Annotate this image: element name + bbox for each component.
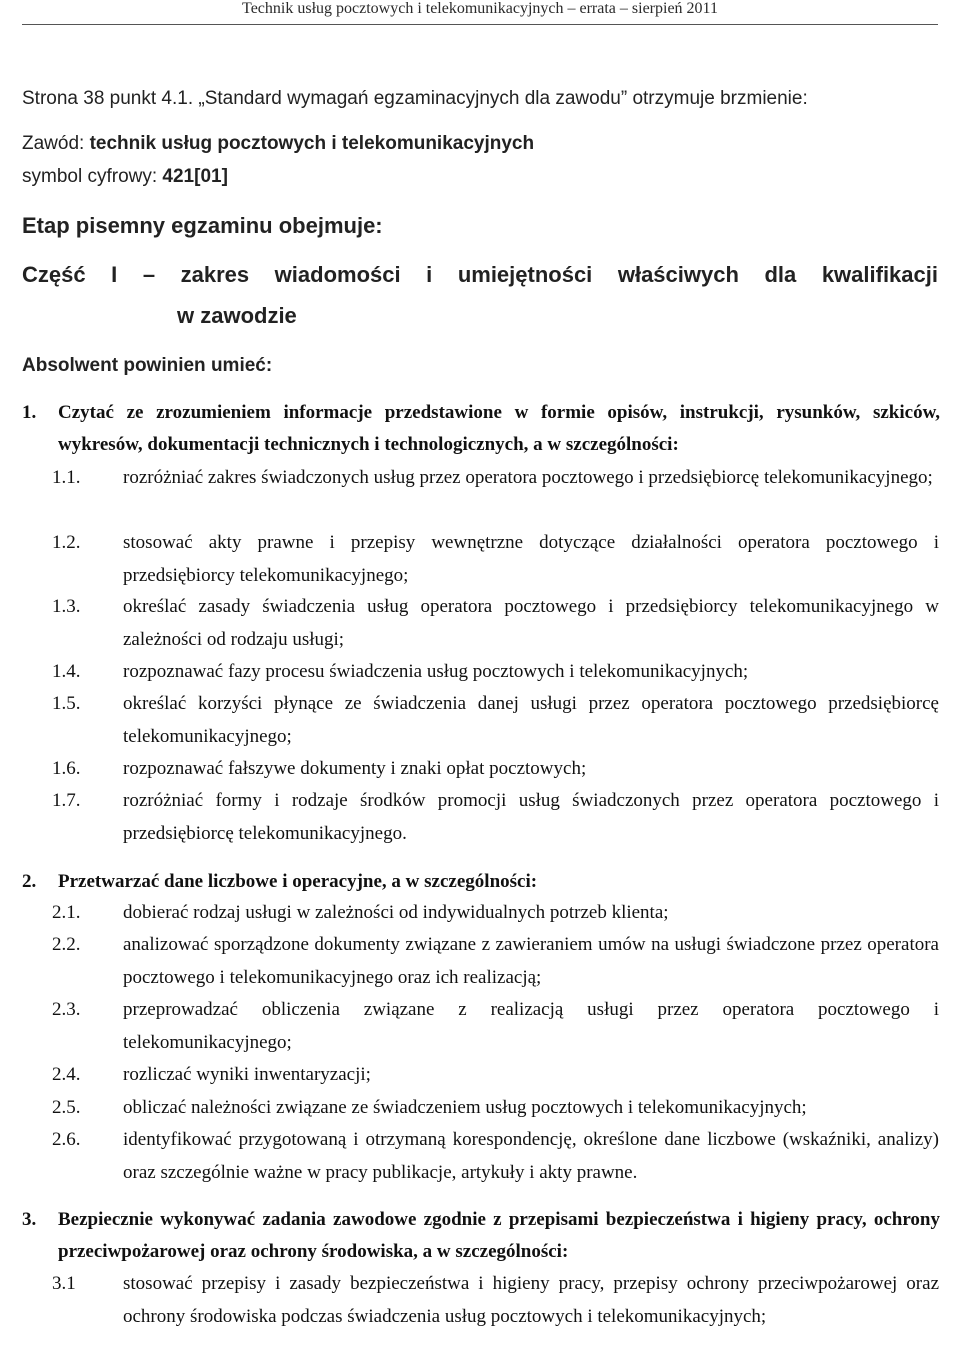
section-number: 2. [22, 871, 37, 892]
item-number: 1.4. [52, 661, 81, 682]
symbol-value: 421[01] [162, 166, 228, 187]
item-text: określać zasady świadczenia usług operatora pocztowego i przedsiębiorcy telekomunikacyjnego w zależności od rodzaju usługi; [123, 596, 939, 650]
running-header-text: Technik usług pocztowych i telekomunikacyjnych – errata – sierpień 2011 [242, 0, 718, 17]
czesc-heading-word: – [142, 262, 156, 287]
item-number: 2.3. [52, 999, 81, 1020]
item-text: określać korzyści płynące ze świadczenia danej usługi przez operatora pocztowego przedsiębiorcę telekomunikacyjnego; [123, 693, 939, 747]
czesc-heading-word: dla [764, 262, 797, 287]
list-item [52, 1124, 939, 1189]
czesc-heading-continuation: w zawodzie [177, 303, 297, 328]
errata-intro-text: Strona 38 punkt 4.1. „Standard wymagań egzaminacyjnych dla zawodu” otrzymuje brzmienie: [22, 88, 808, 109]
item-number: 1.5. [52, 693, 81, 714]
item-text: stosować akty prawne i przepisy wewnętrzne dotyczące działalności operatora pocztowego i przedsiębiorcy telekomunikacyjnego; [123, 532, 939, 586]
errata-intro-line [22, 88, 808, 110]
item-number: 2.5. [52, 1097, 81, 1118]
czesc-heading-word: Część [22, 262, 86, 287]
section-2-heading [22, 866, 940, 898]
list-item [52, 785, 939, 850]
item-text: rozróżniać formy i rodzaje środków promocji usług świadczonych przez operatora pocztowego i przedsiębiorcę telekomunikacyjnego. [123, 790, 939, 844]
item-number: 2.6. [52, 1129, 81, 1150]
item-number: 1.7. [52, 790, 81, 811]
list-item [52, 527, 939, 592]
zawod-line [22, 133, 534, 155]
item-number: 1.2. [52, 532, 81, 553]
czesc-heading-word: umiejętności [457, 262, 593, 287]
item-text: obliczać należności związane ze świadczeniem usług pocztowych i telekomunikacyjnych; [123, 1097, 807, 1118]
zawod-value: technik usług pocztowych i telekomunikacyjnych [89, 133, 535, 154]
list-item [52, 1268, 939, 1333]
item-number: 2.4. [52, 1064, 81, 1085]
list-item [52, 994, 939, 1059]
list-item [52, 688, 939, 753]
etap-heading: Etap pisemny egzaminu obejmuje: [22, 213, 383, 238]
absolwent-heading: Absolwent powinien umieć: [22, 355, 273, 376]
item-number: 1.1. [52, 467, 81, 488]
item-text: rozliczać wyniki inwentaryzacji; [123, 1064, 371, 1085]
item-text: rozróżniać zakres świadczonych usług przez operatora pocztowego i przedsiębiorcę telekomunikacyjnego; [123, 467, 933, 488]
czesc-heading-word: I [111, 262, 118, 287]
item-text: przeprowadzać obliczenia związane z realizacją usługi przez operatora pocztowego i telekomunikacyjnego; [123, 999, 939, 1053]
item-text: rozpoznawać fazy procesu świadczenia usług pocztowych i telekomunikacyjnych; [123, 661, 749, 682]
item-text: analizować sporządzone dokumenty związane z zawieraniem umów na usługi świadczone przez operatora pocztowego i telekomunikacyjnego oraz ich realizacją; [123, 934, 939, 988]
list-item [52, 753, 939, 786]
list-item [52, 897, 939, 930]
item-text: stosować przepisy i zasady bezpieczeństwa i higieny pracy, przepisy ochrony przeciwpożarowej oraz ochrony środowiska podczas świadczenia usług pocztowych i telekomunikacyjnych; [123, 1273, 939, 1327]
section-number: 1. [22, 402, 37, 423]
section-1-heading [22, 397, 940, 461]
symbol-line [22, 166, 228, 188]
czesc-heading-word: kwalifikacji [821, 262, 938, 287]
list-item [52, 656, 939, 689]
list-item [52, 591, 939, 656]
czesc-heading-word: i [426, 262, 433, 287]
symbol-label: symbol cyfrowy: [22, 166, 163, 187]
item-number: 2.2. [52, 934, 81, 955]
zawod-label: Zawód: [22, 133, 90, 154]
section-title: Przetwarzać dane liczbowe i operacyjne, a w szczególności: [58, 871, 538, 892]
item-number: 2.1. [52, 902, 81, 923]
item-number: 1.3. [52, 596, 81, 617]
item-text: identyfikować przygotowaną i otrzymaną korespondencję, określone dane liczbowe (wskaźniki, analizy) oraz szczególnie ważne w pracy publikacje, artykuły i akty prawne. [123, 1129, 939, 1183]
item-number: 1.6. [52, 758, 81, 779]
list-item [52, 1092, 939, 1125]
list-item [52, 462, 939, 495]
list-item [52, 929, 939, 994]
czesc-heading-word: zakres [180, 262, 250, 287]
list-item [52, 1059, 939, 1092]
section-3-heading [22, 1204, 940, 1268]
section-title: Czytać ze zrozumieniem informacje przedstawione w formie opisów, instrukcji, rysunków, szkiców, wykresów, dokumentacji technicznych i technologicznych, a w szczególności: [58, 402, 940, 455]
czesc-heading-word: właściwych [617, 262, 739, 287]
section-title: Bezpiecznie wykonywać zadania zawodowe zgodnie z przepisami bezpieczeństwa i higieny pracy, ochrony przeciwpożarowej oraz ochrony środowiska, a w szczególności: [58, 1209, 940, 1262]
item-text: rozpoznawać fałszywe dokumenty i znaki opłat pocztowych; [123, 758, 587, 779]
czesc-heading-word: wiadomości [274, 262, 401, 287]
item-number: 3.1 [52, 1273, 76, 1294]
section-number: 3. [22, 1209, 37, 1230]
item-text: dobierać rodzaj usługi w zależności od indywidualnych potrzeb klienta; [123, 902, 669, 923]
running-header [0, 0, 960, 30]
header-divider [22, 24, 938, 25]
czesc-heading [22, 262, 938, 288]
